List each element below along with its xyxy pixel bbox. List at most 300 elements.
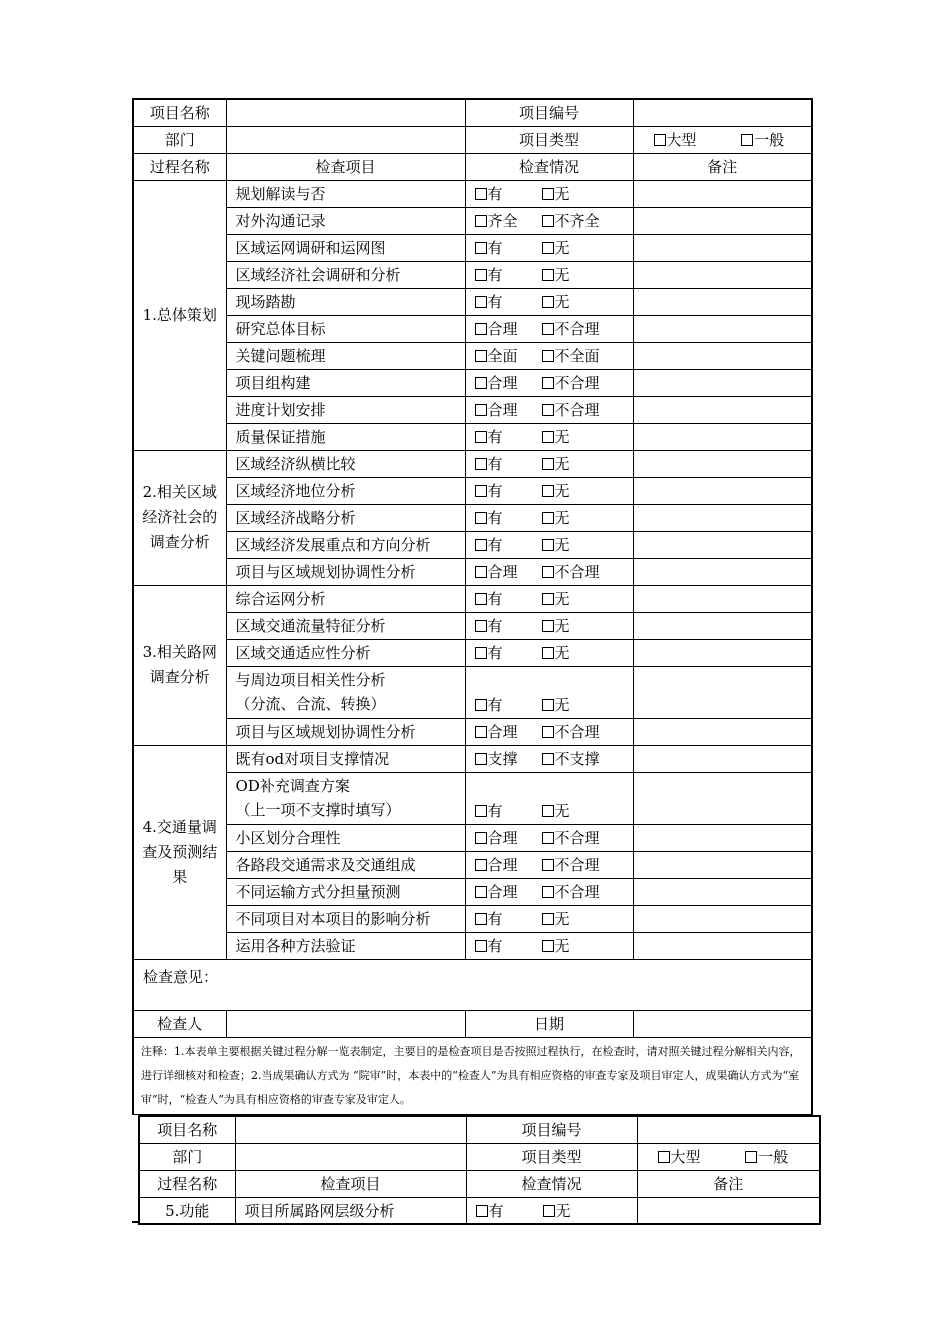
project-no-label: 项目编号 — [466, 1116, 637, 1143]
check-item: 区域运网调研和运网图 — [226, 234, 465, 261]
option-1-label: 支撑 — [487, 750, 518, 768]
checkbox-icon — [475, 323, 487, 335]
option-2-label: 不合理 — [554, 401, 600, 419]
checkbox-icon — [475, 188, 487, 200]
table-row — [133, 639, 812, 666]
col-process-header: 过程名称 — [133, 153, 226, 180]
option-2[interactable] — [542, 642, 570, 663]
check-item: 综合运网分析 — [226, 585, 465, 612]
header-row-2 — [139, 1143, 820, 1170]
checkbox-icon — [475, 913, 487, 925]
option-1-label: 有 — [487, 644, 503, 662]
process-name: 1.总体策划 — [133, 180, 226, 450]
remark-field[interactable] — [633, 932, 812, 959]
check-status — [465, 396, 633, 423]
option-2[interactable] — [542, 183, 570, 204]
checkbox-icon — [542, 886, 554, 898]
option-2[interactable] — [542, 399, 600, 420]
table-row — [133, 369, 812, 396]
option-2[interactable] — [542, 694, 570, 715]
checkbox-icon — [475, 377, 487, 389]
remark-field[interactable] — [633, 878, 812, 905]
option-1-label: 有 — [487, 185, 503, 203]
column-header-row — [133, 153, 812, 180]
col-item-header: 检查项目 — [226, 153, 465, 180]
opinion-row — [133, 959, 812, 1010]
option-2[interactable] — [542, 615, 570, 636]
check-item: 区域经济发展重点和方向分析 — [226, 531, 465, 558]
table-row — [133, 288, 812, 315]
check-status — [465, 666, 633, 718]
remark-field[interactable] — [633, 531, 812, 558]
option-1[interactable] — [475, 748, 518, 769]
option-1-label: 合理 — [487, 883, 518, 901]
option-1-label: 有 — [487, 266, 503, 284]
option-2[interactable] — [542, 908, 570, 929]
option-1[interactable] — [475, 615, 503, 636]
type-normal-label: 一般 — [758, 1148, 789, 1166]
checkbox-icon — [542, 350, 554, 362]
table-row — [133, 207, 812, 234]
col-status-header: 检查情况 — [465, 153, 633, 180]
option-2-label: 不合理 — [554, 563, 600, 581]
project-no-field[interactable] — [633, 99, 812, 126]
check-status — [465, 531, 633, 558]
col-remark-header: 备注 — [637, 1170, 820, 1197]
option-1-label: 合理 — [487, 374, 518, 392]
option-1-label: 有 — [487, 910, 503, 928]
checkbox-icon — [475, 620, 487, 632]
option-2[interactable] — [542, 827, 600, 848]
option-2-label: 无 — [554, 239, 570, 257]
option-2-label: 无 — [554, 455, 570, 473]
option-1[interactable] — [475, 264, 503, 285]
check-item: 区域经济战略分析 — [226, 504, 465, 531]
check-status — [465, 851, 633, 878]
check-status — [465, 718, 633, 745]
opinion-field[interactable] — [133, 959, 812, 1010]
project-type-label: 项目类型 — [465, 126, 633, 153]
date-field[interactable] — [633, 1010, 812, 1037]
option-2[interactable] — [542, 588, 570, 609]
option-1[interactable] — [475, 183, 503, 204]
check-status — [465, 772, 633, 824]
option-2-label: 无 — [554, 801, 570, 820]
option-1-label: 有 — [487, 937, 503, 955]
option-1[interactable] — [475, 561, 518, 582]
option-2-label: 无 — [554, 536, 570, 554]
inspection-form-table — [132, 98, 813, 1115]
check-item: 区域交通适应性分析 — [226, 639, 465, 666]
remark-field[interactable] — [633, 639, 812, 666]
checkbox-icon — [542, 593, 554, 605]
dept-field[interactable] — [226, 126, 465, 153]
date-label: 日期 — [465, 1010, 633, 1037]
header-row-1 — [139, 1116, 820, 1143]
checkbox-icon — [475, 539, 487, 551]
option-2[interactable] — [542, 561, 600, 582]
option-1[interactable] — [475, 372, 518, 393]
remark-field[interactable] — [633, 504, 812, 531]
remark-field[interactable] — [633, 288, 812, 315]
table-row — [133, 772, 812, 824]
check-status — [465, 558, 633, 585]
option-2[interactable] — [542, 318, 600, 339]
check-item: 区域经济社会调研和分析 — [226, 261, 465, 288]
option-2[interactable] — [542, 426, 570, 447]
option-2[interactable] — [542, 291, 570, 312]
remark-field[interactable] — [633, 745, 812, 772]
option-2[interactable] — [542, 453, 570, 474]
check-status — [466, 1197, 637, 1224]
remark-field[interactable] — [633, 612, 812, 639]
table-row — [133, 234, 812, 261]
checkbox-icon — [475, 485, 487, 497]
option-1[interactable] — [476, 1200, 504, 1221]
option-2[interactable] — [542, 264, 570, 285]
remark-field[interactable] — [633, 396, 812, 423]
project-name-field[interactable] — [226, 99, 465, 126]
check-item: 对外沟通记录 — [226, 207, 465, 234]
option-2-label: 无 — [554, 590, 570, 608]
option-2[interactable] — [542, 881, 600, 902]
check-item: 项目与区域规划协调性分析 — [226, 558, 465, 585]
option-1-label: 合理 — [487, 563, 518, 581]
inspector-field[interactable] — [226, 1010, 465, 1037]
checkbox-icon — [475, 832, 487, 844]
checkbox-icon — [542, 215, 554, 227]
table-row — [133, 423, 812, 450]
project-type-options — [633, 126, 812, 153]
checkbox-icon — [475, 726, 487, 738]
checkbox-icon — [741, 134, 753, 146]
checkbox-icon — [542, 539, 554, 551]
option-2-label: 不合理 — [554, 374, 600, 392]
option-2[interactable] — [542, 534, 570, 555]
option-1[interactable] — [475, 721, 518, 742]
table-row — [133, 342, 812, 369]
table-row — [133, 180, 812, 207]
table-row — [133, 905, 812, 932]
note-text: 注释：1.本表单主要根据关键过程分解一览表制定，主要目的是检查项目是否按照过程执行，在检查时，请对照关键过程分解相关内容，进行详细核对和检查；2.当成果确认方式为 “院审”时，本表中的“检查人”为具有相应资格的审查专家及项目审定人，成果确认方式为“室审”时，“检查人”为具有相应资格的审查专家及审定人。 — [133, 1037, 812, 1114]
table-row — [133, 932, 812, 959]
type-large-label: 大型 — [666, 131, 697, 149]
col-status-header: 检查情况 — [466, 1170, 637, 1197]
option-1[interactable] — [475, 881, 518, 902]
option-1[interactable] — [475, 694, 503, 715]
checkbox-icon — [542, 512, 554, 524]
check-item: 区域交通流量特征分析 — [226, 612, 465, 639]
option-2-label: 无 — [554, 482, 570, 500]
option-1-label: 合理 — [487, 856, 518, 874]
option-1[interactable] — [475, 588, 503, 609]
header-row-2 — [133, 126, 812, 153]
checkbox-icon — [542, 859, 554, 871]
option-2-label: 不合理 — [554, 856, 600, 874]
option-1-label: 合理 — [487, 320, 518, 338]
checkbox-icon — [476, 1205, 488, 1217]
option-2-label: 无 — [554, 293, 570, 311]
check-item: 进度计划安排 — [226, 396, 465, 423]
checkbox-icon — [475, 886, 487, 898]
checkbox-icon — [542, 485, 554, 497]
remark-field[interactable] — [633, 234, 812, 261]
option-1[interactable] — [475, 345, 518, 366]
checkbox-icon — [542, 699, 554, 711]
remark-field[interactable] — [633, 558, 812, 585]
option-1-label: 有 — [487, 536, 503, 554]
project-type-label: 项目类型 — [466, 1143, 637, 1170]
option-2[interactable] — [543, 1200, 571, 1221]
option-2-label: 无 — [554, 644, 570, 662]
check-item: 规划解读与否 — [226, 180, 465, 207]
check-status — [465, 639, 633, 666]
option-1-label: 有 — [487, 293, 503, 311]
table-row — [133, 531, 812, 558]
table-row — [133, 450, 812, 477]
option-2-label: 不合理 — [554, 320, 600, 338]
option-2-label: 无 — [554, 428, 570, 446]
column-header-row — [139, 1170, 820, 1197]
process-name: 3.相关路网调查分析 — [133, 585, 226, 745]
option-1-label: 合理 — [487, 723, 518, 741]
note-row — [133, 1037, 812, 1114]
process-name: 5.功能 — [139, 1197, 235, 1224]
check-status — [465, 288, 633, 315]
checkbox-icon — [475, 593, 487, 605]
option-1[interactable] — [475, 399, 518, 420]
col-item-header: 检查项目 — [235, 1170, 466, 1197]
check-item-line-2: （分流、合流、转换） — [235, 695, 386, 713]
check-status — [465, 315, 633, 342]
project-no-field[interactable] — [637, 1116, 820, 1143]
checkbox-icon — [542, 753, 554, 765]
check-item: 既有od对项目支撑情况 — [226, 745, 465, 772]
checkbox-icon — [475, 699, 487, 711]
dept-label: 部门 — [139, 1143, 235, 1170]
check-status — [465, 207, 633, 234]
option-1[interactable] — [475, 237, 503, 258]
project-type-options — [637, 1143, 820, 1170]
option-2-label: 无 — [554, 695, 570, 714]
option-1-label: 有 — [487, 482, 503, 500]
option-1[interactable] — [475, 800, 503, 821]
table-row — [133, 718, 812, 745]
option-1[interactable] — [475, 426, 503, 447]
dept-field[interactable] — [235, 1143, 466, 1170]
option-2[interactable] — [542, 721, 600, 742]
option-1[interactable] — [475, 480, 503, 501]
check-status — [465, 342, 633, 369]
check-item: 小区划分合理性 — [226, 824, 465, 851]
type-large-label: 大型 — [670, 1148, 701, 1166]
type-large-option[interactable] — [654, 129, 697, 150]
option-2-label: 不合理 — [554, 723, 600, 741]
checkbox-icon — [542, 458, 554, 470]
checkbox-icon — [654, 134, 666, 146]
table-row — [133, 585, 812, 612]
check-item: 关键问题梳理 — [226, 342, 465, 369]
remark-field[interactable] — [633, 315, 812, 342]
project-no-label: 项目编号 — [465, 99, 633, 126]
project-name-label: 项目名称 — [133, 99, 226, 126]
check-status — [465, 369, 633, 396]
checkbox-icon — [475, 458, 487, 470]
check-item: 研究总体目标 — [226, 315, 465, 342]
check-item: 项目组构建 — [226, 369, 465, 396]
checkbox-icon — [475, 805, 487, 817]
remark-field[interactable] — [633, 824, 812, 851]
option-2-label: 不支撑 — [554, 750, 600, 768]
table-row — [133, 261, 812, 288]
col-remark-header: 备注 — [633, 153, 812, 180]
remark-field[interactable] — [633, 423, 812, 450]
check-status — [465, 450, 633, 477]
option-2-label: 无 — [554, 937, 570, 955]
checkbox-icon — [475, 296, 487, 308]
option-1[interactable] — [475, 908, 503, 929]
remark-field[interactable] — [633, 718, 812, 745]
check-item-line-1: 与周边项目相关性分析 — [235, 671, 386, 689]
option-2-label: 无 — [555, 1201, 571, 1220]
checkbox-icon — [475, 242, 487, 254]
check-item: 区域经济纵横比较 — [226, 450, 465, 477]
checkbox-icon — [475, 566, 487, 578]
check-item: 项目与区域规划协调性分析 — [226, 718, 465, 745]
opinion-label: 检查意见： — [143, 967, 219, 986]
checkbox-icon — [475, 940, 487, 952]
check-item: 各路段交通需求及交通组成 — [226, 851, 465, 878]
remark-field[interactable] — [633, 342, 812, 369]
option-2[interactable] — [542, 345, 600, 366]
check-status — [465, 612, 633, 639]
option-1[interactable] — [475, 935, 503, 956]
checkbox-icon — [475, 404, 487, 416]
checkbox-icon — [542, 620, 554, 632]
option-2[interactable] — [542, 854, 600, 875]
type-large-option[interactable] — [658, 1146, 701, 1167]
option-2[interactable] — [542, 210, 600, 231]
remark-field[interactable] — [633, 666, 812, 718]
check-item-line-2: （上一项不支撑时填写） — [235, 801, 401, 819]
option-2[interactable] — [542, 800, 570, 821]
table-row — [139, 1197, 820, 1224]
remark-field[interactable] — [633, 261, 812, 288]
checkbox-icon — [542, 323, 554, 335]
option-2-label: 不全面 — [554, 347, 600, 365]
remark-field[interactable] — [633, 180, 812, 207]
option-2-label: 无 — [554, 185, 570, 203]
table-row — [133, 851, 812, 878]
remark-field[interactable] — [633, 369, 812, 396]
option-2-label: 无 — [554, 910, 570, 928]
option-2[interactable] — [542, 480, 570, 501]
remark-field[interactable] — [633, 450, 812, 477]
checkbox-icon — [658, 1151, 670, 1163]
option-2-label: 无 — [554, 266, 570, 284]
checkbox-icon — [542, 188, 554, 200]
remark-field[interactable] — [633, 585, 812, 612]
option-1-label: 有 — [487, 801, 503, 820]
inspector-label: 检查人 — [133, 1010, 226, 1037]
option-2-label: 无 — [554, 617, 570, 635]
remark-field[interactable] — [637, 1197, 820, 1224]
checkbox-icon — [542, 377, 554, 389]
checkbox-icon — [475, 431, 487, 443]
type-normal-option[interactable] — [741, 129, 784, 150]
table-row — [133, 558, 812, 585]
option-1[interactable] — [475, 507, 503, 528]
table-row — [133, 612, 812, 639]
check-item: 不同项目对本项目的影响分析 — [226, 905, 465, 932]
table-row — [133, 504, 812, 531]
checkbox-icon — [475, 269, 487, 281]
option-1[interactable] — [475, 827, 518, 848]
check-status — [465, 745, 633, 772]
option-1-label: 有 — [487, 590, 503, 608]
option-1[interactable] — [475, 291, 503, 312]
check-item: 运用各种方法验证 — [226, 932, 465, 959]
option-2[interactable] — [542, 748, 600, 769]
remark-field[interactable] — [633, 905, 812, 932]
option-1[interactable] — [475, 642, 503, 663]
inspection-form-table-2 — [138, 1115, 821, 1225]
option-1[interactable] — [475, 854, 518, 875]
check-item: 区域经济地位分析 — [226, 477, 465, 504]
remark-field[interactable] — [633, 207, 812, 234]
checkbox-icon — [542, 269, 554, 281]
check-status — [465, 180, 633, 207]
option-2[interactable] — [542, 935, 570, 956]
col-process-header: 过程名称 — [139, 1170, 235, 1197]
option-2-label: 不齐全 — [554, 212, 600, 230]
checkbox-icon — [542, 940, 554, 952]
table-row — [133, 878, 812, 905]
process-name: 2.相关区域经济社会的调查分析 — [133, 450, 226, 585]
option-1-label: 有 — [487, 428, 503, 446]
table-row — [133, 745, 812, 772]
option-2[interactable] — [542, 372, 600, 393]
type-normal-label: 一般 — [754, 131, 785, 149]
check-status — [465, 423, 633, 450]
option-1[interactable] — [475, 318, 518, 339]
type-normal-option[interactable] — [745, 1146, 788, 1167]
check-status — [465, 477, 633, 504]
remark-field[interactable] — [633, 851, 812, 878]
check-status — [465, 504, 633, 531]
checkbox-icon — [542, 913, 554, 925]
checkbox-icon — [542, 566, 554, 578]
option-2-label: 无 — [554, 509, 570, 527]
project-name-field[interactable] — [235, 1116, 466, 1143]
table-row — [133, 315, 812, 342]
option-1[interactable] — [475, 534, 503, 555]
option-2[interactable] — [542, 237, 570, 258]
option-2[interactable] — [542, 507, 570, 528]
inspector-row — [133, 1010, 812, 1037]
option-1[interactable] — [475, 453, 503, 474]
option-1-label: 合理 — [487, 829, 518, 847]
option-1-label: 合理 — [487, 401, 518, 419]
table-row — [133, 396, 812, 423]
option-1[interactable] — [475, 210, 518, 231]
remark-field[interactable] — [633, 477, 812, 504]
option-1-label: 有 — [487, 509, 503, 527]
option-1-label: 有 — [488, 1201, 504, 1220]
remark-field[interactable] — [633, 772, 812, 824]
check-status — [465, 878, 633, 905]
check-item-line-1: OD补充调查方案 — [235, 777, 350, 795]
